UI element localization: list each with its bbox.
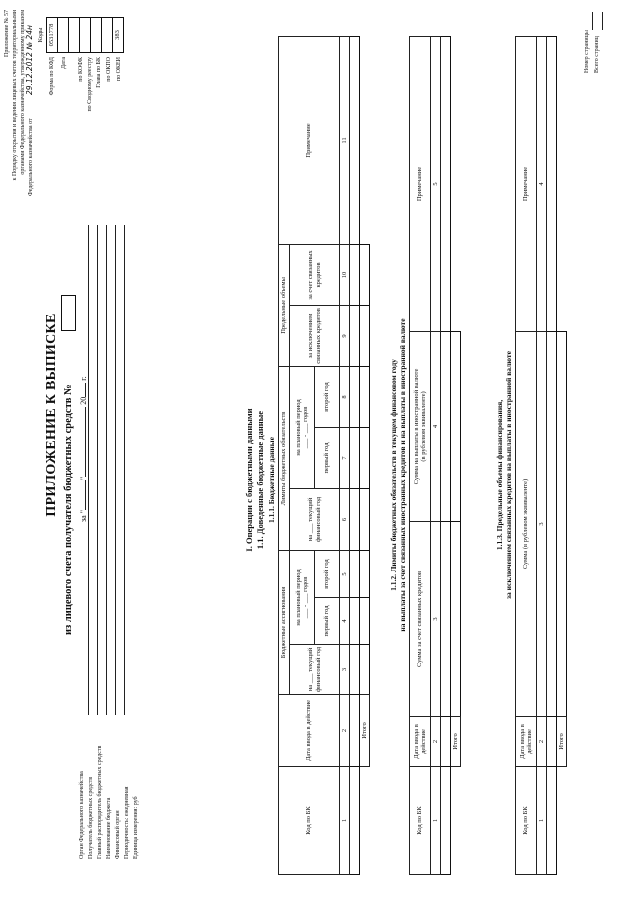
th-ba-first: первый год <box>315 598 340 645</box>
th-lim-first: первый год <box>315 427 340 488</box>
col-num: 3 <box>537 332 547 717</box>
code-label-glava: Глава по БК <box>96 57 102 88</box>
code-date[interactable] <box>58 18 69 53</box>
appendix-handwritten-date: 29.12.2012 № 24н <box>25 25 34 95</box>
col-num: 1 <box>340 767 350 875</box>
th-ba-current: на ___ текущий финансовый год <box>290 645 340 695</box>
code-kfd: 0531778 <box>47 18 58 53</box>
page-number-line[interactable] <box>592 12 593 30</box>
financing-limits-table <box>515 36 567 875</box>
th-lim-plan: на плановый период ___ - ___ годов <box>290 366 315 488</box>
th-foreign-sum: Сумма на выплаты в иностранной валюте (в рублевом эквиваленте) <box>410 332 431 522</box>
code-glava[interactable] <box>91 18 102 53</box>
date-line: за "" 20 г. <box>79 376 88 522</box>
section-1-1-3-sub: за исключением связанных кредитов на выплаты в иностранной валюте <box>504 351 513 599</box>
budget-data-table <box>278 36 370 875</box>
col-num: 10 <box>340 244 350 305</box>
th-note: Примечание <box>410 37 431 332</box>
col-num: 7 <box>340 427 350 488</box>
pages-total-label: Всего страниц <box>594 36 600 73</box>
th-limits: Лимиты бюджетных обязательств <box>279 366 290 550</box>
codes-table <box>36 17 124 53</box>
col-num: 1 <box>431 767 441 875</box>
th-sum: Сумма (в рублевом эквиваленте) <box>516 332 537 717</box>
section-1-1-3-title: 1.1.3. Предельные объемы финансирования, <box>495 399 504 551</box>
table-row[interactable] <box>441 37 451 875</box>
th-ba: Бюджетные ассигнования <box>279 550 290 694</box>
col-num: 6 <box>340 488 350 550</box>
th-pred-linked: за счет связанных кредитов <box>290 244 340 305</box>
col-num: 2 <box>537 717 547 767</box>
col-num: 4 <box>537 37 547 332</box>
th-pred: Предельные объемы <box>279 244 290 366</box>
total-label: Итого <box>360 695 370 767</box>
th-note: Примечание <box>279 36 340 244</box>
col-num: 11 <box>340 36 350 244</box>
th-date: Дата ввода в действие <box>279 695 340 767</box>
account-number-box[interactable] <box>61 295 76 331</box>
th-lim-second: второй год <box>315 366 340 427</box>
code-label-okei: по ОКЕИ <box>116 57 122 82</box>
field-recipient: Получатель бюджетных средств <box>88 776 94 859</box>
code-svod[interactable] <box>80 18 91 53</box>
appendix-line2: органами Федерального казначейства, утвержденному приказом <box>20 10 26 175</box>
field-budget-name: Наименование бюджета <box>106 797 112 859</box>
th-bk-code: Код по БК <box>516 767 537 875</box>
total-label: Итого <box>557 717 567 767</box>
field-main-manager-line[interactable] <box>106 225 107 715</box>
code-label-svod: по Сводному реестру <box>87 57 93 112</box>
section-1-1-title: 1.1. Доведенные бюджетные данные <box>255 410 265 550</box>
section-1-title: I. Операции с бюджетными данными <box>244 408 254 552</box>
field-main-manager: Главный распорядитель бюджетных средств <box>97 745 103 859</box>
section-1-1-2-title: 1.1.2. Лимиты бюджетных обязательств в текущем финансовом году <box>389 359 398 591</box>
col-num: 5 <box>340 550 350 597</box>
table-row[interactable] <box>547 37 557 875</box>
appendix-line1: к Порядку открытия и ведения лицевых счетов территориальными <box>12 10 18 181</box>
th-pred-excl: за исключением связанных кредитов <box>290 305 340 366</box>
page-number-label: Номер страницы <box>584 30 590 73</box>
field-ofk: Орган Федерального казначейства <box>79 771 85 859</box>
th-date: Дата ввода в действие <box>516 717 537 767</box>
page-title: ПРИЛОЖЕНИЕ К ВЫПИСКЕ <box>44 313 59 517</box>
field-periodicity: Периодичность: ежедневная <box>124 786 130 859</box>
total-label: Итого <box>451 717 461 767</box>
col-num: 2 <box>431 717 441 767</box>
field-fin-body: Финансовый орган <box>115 810 121 859</box>
field-fin-body-line[interactable] <box>124 225 125 715</box>
col-num: 2 <box>340 695 350 767</box>
appendix-number: Приложение № 57 <box>4 10 10 57</box>
code-label-okpo: по ОКПО <box>106 57 112 82</box>
th-bk-code: Код по БК <box>279 767 340 875</box>
code-okpo[interactable] <box>102 18 113 53</box>
field-budget-name-line[interactable] <box>115 225 116 715</box>
field-unit: Единица измерения: руб <box>133 796 139 859</box>
col-num: 3 <box>431 522 441 717</box>
col-num: 4 <box>431 332 441 522</box>
code-label-date: Дата <box>61 57 67 69</box>
field-recipient-line[interactable] <box>97 225 98 715</box>
col-num: 8 <box>340 366 350 427</box>
code-kofk[interactable] <box>69 18 80 53</box>
section-1-1-1-title: 1.1.1. Бюджетные данные <box>267 437 276 523</box>
pages-total-line[interactable] <box>602 12 603 30</box>
col-num: 3 <box>340 645 350 695</box>
col-num: 5 <box>431 37 441 332</box>
code-label-kfd: Форма по КФД <box>49 57 55 96</box>
th-ba-plan: на плановый период ___ - ___ годов <box>290 550 315 644</box>
th-lim-current: на ___ текущий финансовый год <box>290 488 340 550</box>
section-1-1-2-sub: на выплаты за счет связанных иностранных кредитов и на выплаты в иностранной валюте <box>398 318 407 632</box>
th-ba-second: второй год <box>315 550 340 597</box>
col-num: 4 <box>340 598 350 645</box>
col-num: 1 <box>537 767 547 875</box>
codes-header: Коды <box>37 27 45 43</box>
code-okei: 383 <box>113 18 124 53</box>
code-label-kofk: по КОФК <box>78 57 84 82</box>
th-linked-sum: Сумма за счет связанных кредитов <box>410 522 431 717</box>
th-note: Примечание <box>516 37 537 332</box>
field-ofk-line[interactable] <box>88 225 89 715</box>
page-subtitle: из лицевого счета получателя бюджетных средств № <box>63 384 74 635</box>
table-row[interactable] <box>350 36 360 874</box>
th-date: Дата ввода в действие <box>410 717 431 767</box>
limits-foreign-table <box>409 36 461 875</box>
col-num: 9 <box>340 305 350 366</box>
th-bk-code: Код по БК <box>410 767 431 875</box>
appendix-line3: Федерального казначейства от <box>28 118 34 196</box>
